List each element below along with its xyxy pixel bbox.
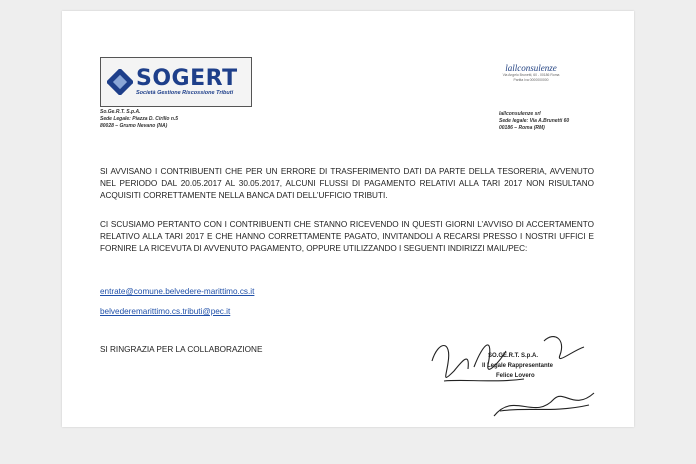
stamp-name: Felice Lovero — [496, 373, 535, 379]
address-line: 80028 – Grumo Nevano (NA) — [100, 123, 168, 129]
right-company-logo — [496, 63, 566, 82]
stamp-role: Il Legale Rappresentante — [482, 363, 554, 369]
notice-paragraph-2: CI SCUSIAMO PERTANTO CON I CONTRIBUENTI CHE STANNO RICEVENDO IN QUESTI GIORNI L’AVVISO DI ACCERTAMENTO RELATIVO ALLA TARI 2017 E CHE HANNO CORRETTAMENTE PAGATO, INVITANDOLI A RECARSI PRESSO I NOSTRI UFFICI E FORNIRE LA RICEVUTA DI AVVENUTO PAGAMENTO, OPPURE UTILIZZANDO I SEGUENTI INDIRIZZI MAIL/PEC: — [100, 220, 594, 253]
notice-paragraph-1: SI AVVISANO I CONTRIBUENTI CHE PER UN ERRORE DI TRASFERIMENTO DATI DA PARTE DELLA TESORERIA, AVVENUTO NEL PERIODO DAL 20.05.2017 AL 30.05.2017, ALCUNI FLUSSI DI PAGAMENTO RELATIVI ALLA TARI 2017 NON RISULTANO ACQUISITI CORRETTAMENTE NELLA BANCA DATI DELL’UFFICIO TRIBUTI. — [100, 167, 594, 200]
right-logo-line: Via Angelo Brunetti, 60 - 00186 Roma — [502, 73, 560, 77]
sogert-logo-mark-icon — [107, 69, 133, 95]
left-company-address — [100, 109, 178, 130]
right-company-address — [499, 111, 569, 132]
right-logo-line: Partita Iva 0000000000 — [513, 77, 549, 82]
address-line: Sede Legale: Piazza D. Cirillo n.5 — [100, 116, 179, 122]
address-line: 00186 – Roma (RM) — [499, 125, 545, 131]
address-line: lallconsulenze srl — [499, 111, 541, 117]
stamp-company: SO.GE.R.T. S.p.A. — [488, 353, 539, 359]
sogert-logo — [100, 57, 252, 107]
closing-text: SI RINGRAZIA PER LA COLLABORAZIONE — [100, 345, 263, 354]
signature-stamp — [424, 321, 604, 429]
address-line: So.Ge.R.T. S.p.A. — [100, 109, 141, 115]
right-logo-name: lallconsulenze — [505, 63, 557, 73]
sogert-logo-tagline: Società Gestione Riscossione Tributi — [136, 89, 234, 96]
address-line: Sede legale: Via A.Brunetti 60 — [499, 118, 570, 124]
email-link[interactable]: entrate@comune.belvedere-marittimo.cs.it — [100, 287, 255, 296]
pec-link[interactable]: belvederemarittimo.cs.tributi@pec.it — [100, 307, 231, 316]
sogert-logo-word: SOGERT — [136, 65, 238, 91]
letter-page — [62, 11, 634, 427]
